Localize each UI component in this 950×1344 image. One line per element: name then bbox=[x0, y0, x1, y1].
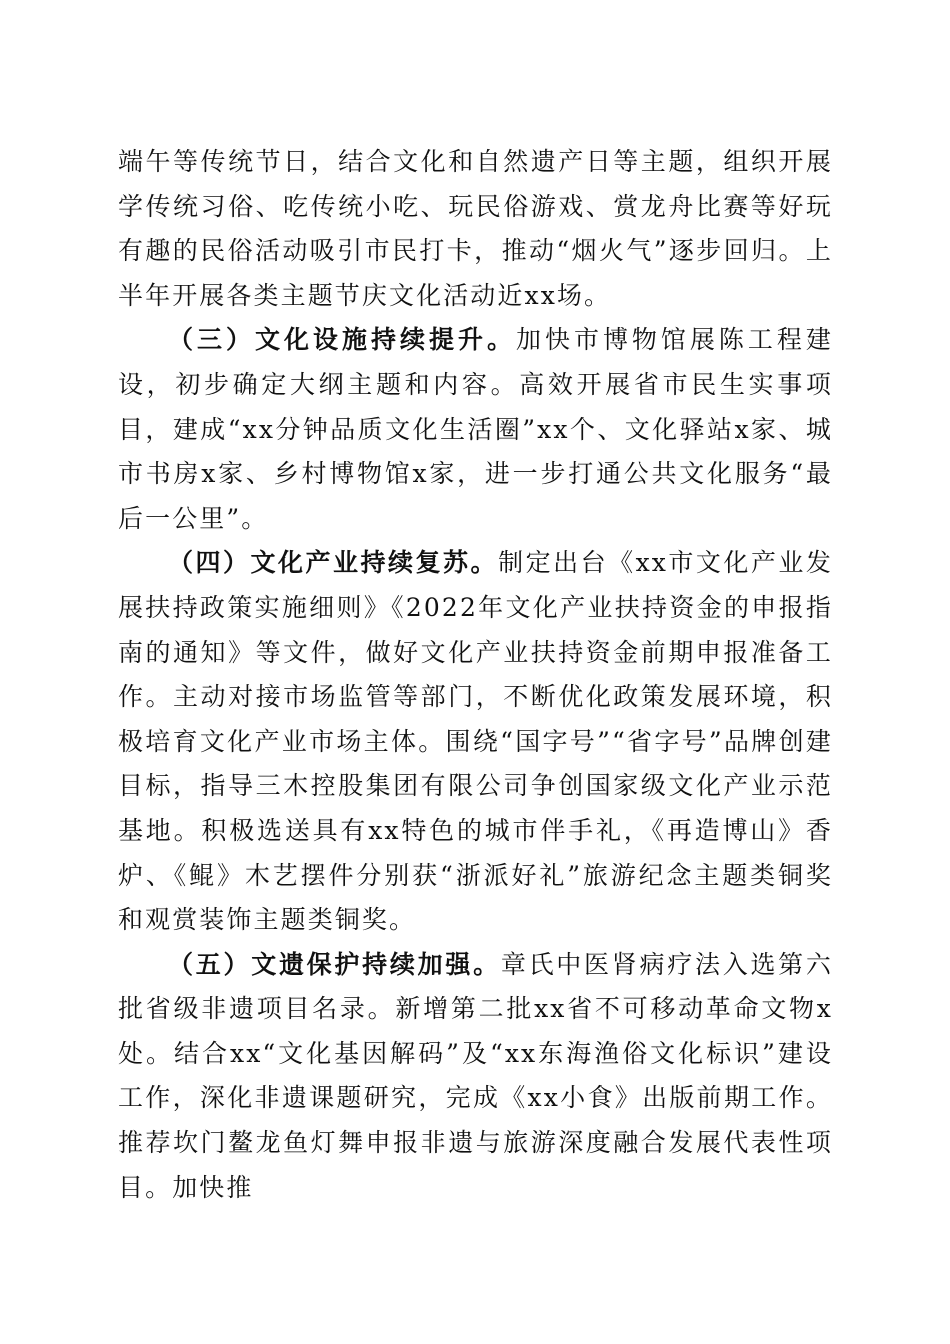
paragraph-text: 端午等传统节日，结合文化和自然遗产日等主题，组织开展学传统习俗、吃传统小吃、玩民俗游戏、赏龙舟比赛等好玩有趣的民俗活动吸引市民打卡，推动“烟火气”逐步回归。上半年开展各类主题节庆文化活动近xx场。 bbox=[118, 147, 833, 310]
section-heading: （四）文化产业持续复苏。 bbox=[168, 548, 499, 578]
paragraph-section-3 bbox=[118, 318, 833, 541]
paragraph-continuation bbox=[118, 140, 833, 318]
document-page bbox=[118, 140, 833, 1210]
paragraph-section-5 bbox=[118, 943, 833, 1211]
section-heading: （五）文遗保护持续加强。 bbox=[168, 949, 501, 979]
section-heading: （三）文化设施持续提升。 bbox=[168, 325, 516, 355]
paragraph-section-4 bbox=[118, 541, 833, 942]
paragraph-text: 制定出台《xx市文化产业发展扶持政策实施细则》《2022年文化产业扶持资金的申报指南的通知》等文件，做好文化产业扶持资金前期申报准备工作。主动对接市场监管等部门，不断优化政策发展环境，积极培育文化产业市场主体。围绕“国字号”“省字号”品牌创建目标，指导三木控股集团有限公司争创国家级文化产业示范基地。积极选送具有xx特色的城市伴手礼，《再造博山》香炉、《鲲》木艺摆件分别获“浙派好礼”旅游纪念主题类铜奖和观赏装饰主题类铜奖。 bbox=[118, 548, 834, 935]
paragraph-text: 章氏中医肾病疗法入选第六批省级非遗项目名录。新增第二批xx省不可移动革命文物x处。结合xx“文化基因解码”及“xx东海渔俗文化标识”建设工作，深化非遗课题研究，完成《xx小食》出版前期工作。推荐坎门鳌龙鱼灯舞申报非遗与旅游深度融合发展代表性项目。加快推 bbox=[118, 949, 834, 1202]
paragraph-text: 加快市博物馆展陈工程建设，初步确定大纲主题和内容。高效开展省市民生实事项目，建成“xx分钟品质文化生活圈”xx个、文化驿站x家、城市书房x家、乡村博物馆x家，进一步打通公共文化服务“最后一公里”。 bbox=[118, 325, 834, 533]
